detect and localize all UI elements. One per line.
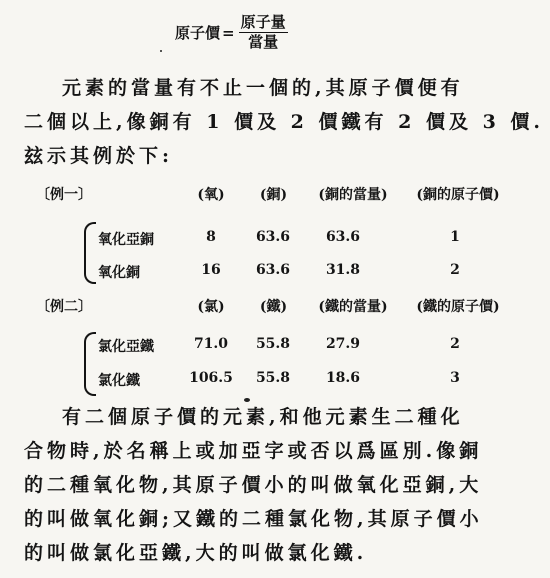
table-cell: 63.6 <box>255 229 291 245</box>
paragraph-line: 有二個原子價的元素,和他元素生二種化 <box>62 406 464 428</box>
example-two-label: 〔例二〕 <box>36 299 92 315</box>
ink-speck <box>244 398 250 402</box>
valence-formula <box>175 14 288 51</box>
table-cell: 31.8 <box>325 262 361 278</box>
compound-name: 氯化亞鐵 <box>98 339 154 355</box>
paragraph-line: 玆示其例於下: <box>24 145 174 167</box>
formula-fraction <box>239 14 288 51</box>
compound-name: 氧化銅 <box>98 265 140 281</box>
table-cell: 55.8 <box>255 370 291 386</box>
table-cell: 55.8 <box>255 336 291 352</box>
example-one-label: 〔例一〕 <box>36 187 92 203</box>
paragraph-line: 的叫做氧化銅;又鐵的二種氯化物,其原子價小 <box>24 508 483 530</box>
formula-equals: = <box>222 23 235 42</box>
paragraph-line: 的二種氧化物,其原子價小的叫做氧化亞銅,大 <box>24 474 483 496</box>
column-header: (銅的原子價) <box>416 187 500 203</box>
paragraph-line: 的叫做氯化亞鐵,大的叫做氯化鐵. <box>24 542 368 564</box>
column-header: (鐵) <box>259 299 288 315</box>
row-group-brace <box>84 332 96 396</box>
table-cell: 2 <box>450 262 460 278</box>
column-header: (氯) <box>197 299 225 315</box>
column-header: (鐵的當量) <box>318 299 388 315</box>
table-cell: 63.6 <box>255 262 291 278</box>
column-header: (鐵的原子價) <box>416 299 500 315</box>
intro-paragraph <box>24 71 545 173</box>
table-cell: 3 <box>450 370 460 386</box>
compound-name: 氯化鐵 <box>98 373 140 389</box>
formula-numerator: 原子量 <box>240 13 286 31</box>
compound-name: 氧化亞銅 <box>98 232 154 248</box>
column-header: (銅的當量) <box>318 187 388 203</box>
table-cell: 27.9 <box>325 336 361 352</box>
table-cell: 18.6 <box>325 370 361 386</box>
formula-denominator: 當量 <box>248 33 279 51</box>
table-cell: 1 <box>450 229 460 245</box>
paragraph-line: 合物時,於名稱上或加亞字或否以爲區別.像銅 <box>24 440 483 462</box>
formula-lhs: 原子價 <box>175 24 221 42</box>
table-cell: 106.5 <box>189 370 233 386</box>
column-header: (銅) <box>259 187 288 203</box>
explanation-paragraph <box>24 400 534 570</box>
column-header: (氧) <box>197 187 225 203</box>
ink-speck <box>160 50 162 52</box>
table-cell: 71.0 <box>193 336 229 352</box>
paragraph-line: 二個以上,像銅有 1 價及 2 價鐵有 2 價及 3 價. <box>24 111 545 133</box>
table-cell: 8 <box>206 229 216 245</box>
row-group-brace <box>84 222 96 284</box>
table-cell: 2 <box>450 336 460 352</box>
paragraph-line: 元素的當量有不止一個的,其原子價便有 <box>62 77 464 99</box>
table-cell: 16 <box>201 262 221 278</box>
table-cell: 63.6 <box>325 229 361 245</box>
